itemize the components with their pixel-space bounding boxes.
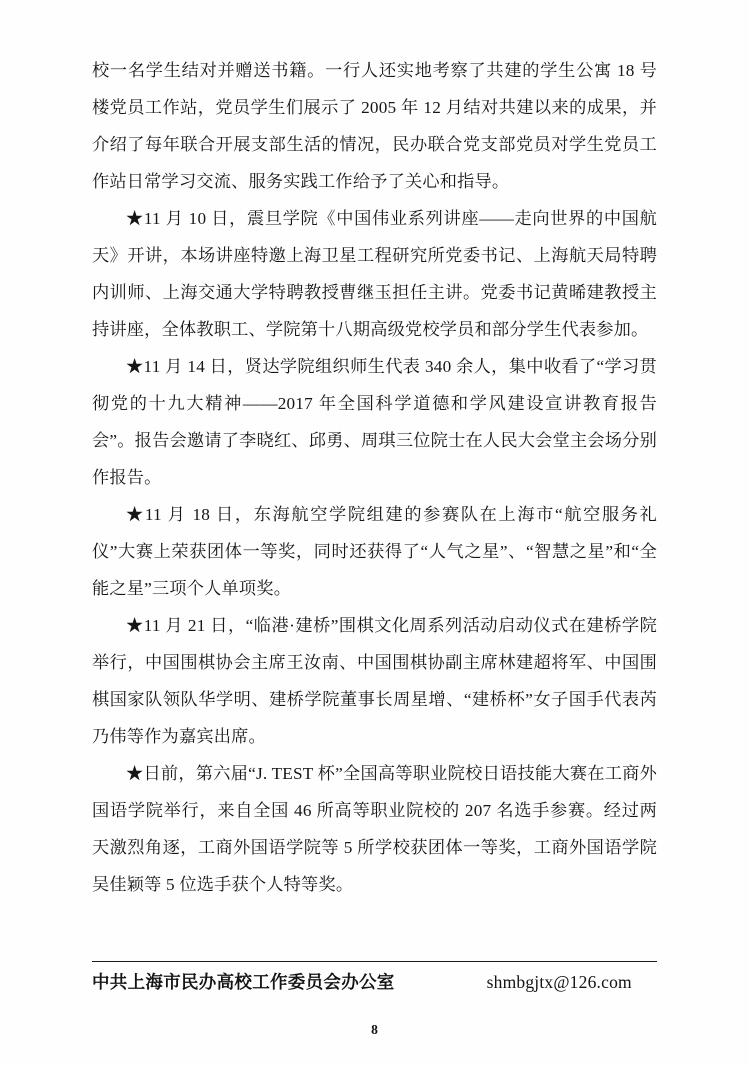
paragraph-continued: 校一名学生结对并赠送书籍。一行人还实地考察了共建的学生公寓 18 号楼党员工作站，党员学生们展示了 2005 年 12 月结对共建以来的成果，并介绍了每年联合开展支部生活的情况，民办联合党支部党员对学生党员工作站日常学习交流、服务实践工作给予了关心和指导。	[92, 61, 657, 191]
footer-divider	[92, 961, 657, 962]
document-body	[92, 52, 657, 903]
page-number: 8	[371, 1022, 378, 1037]
paragraph-zhendan: ★11 月 10 日，震旦学院《中国伟业系列讲座——走向世界的中国航天》开讲，本场讲座特邀上海卫星工程研究所党委书记、上海航天局特聘内训师、上海交通大学特聘教授曹继玉担任主讲。党委书记黄晞建教授主持讲座，全体教职工、学院第十八期高级党校学员和部分学生代表参加。	[92, 209, 657, 339]
paragraph-jtest: ★日前，第六届“J. TEST 杯”全国高等职业院校日语技能大赛在工商外国语学院举行，来自全国 46 所高等职业院校的 207 名选手参赛。经过两天激烈角逐，工商外国语学院等 5 所学校获团体一等奖，工商外国语学院吴佳颖等 5 位选手获个人特等奖。	[92, 764, 657, 894]
footer-content	[92, 969, 657, 994]
footer-organization: 中共上海市民办高校工作委员会办公室	[92, 972, 395, 992]
page-footer	[92, 961, 657, 994]
paragraph-donghai: ★11 月 18 日，东海航空学院组建的参赛队在上海市“航空服务礼仪”大赛上荣获团体一等奖，同时还获得了“人气之星”、“智慧之星”和“全能之星”三项个人单项奖。	[92, 505, 657, 598]
paragraph-jianqiao: ★11 月 21 日，“临港·建桥”围棋文化周系列活动启动仪式在建桥学院举行，中国围棋协会主席王汝南、中国围棋协副主席林建超将军、中国围棋国家队领队华学明、建桥学院董事长周星增、“建桥杯”女子国手代表芮乃伟等作为嘉宾出席。	[92, 616, 657, 746]
footer-email: shmbgjtx@126.com	[486, 972, 632, 992]
paragraph-xianda: ★11 月 14 日，贤达学院组织师生代表 340 余人，集中收看了“学习贯彻党的十九大精神——2017 年全国科学道德和学风建设宣讲教育报告会”。报告会邀请了李晓红、邱勇、周琪三位院士在人民大会堂主会场分别作报告。	[92, 357, 657, 487]
